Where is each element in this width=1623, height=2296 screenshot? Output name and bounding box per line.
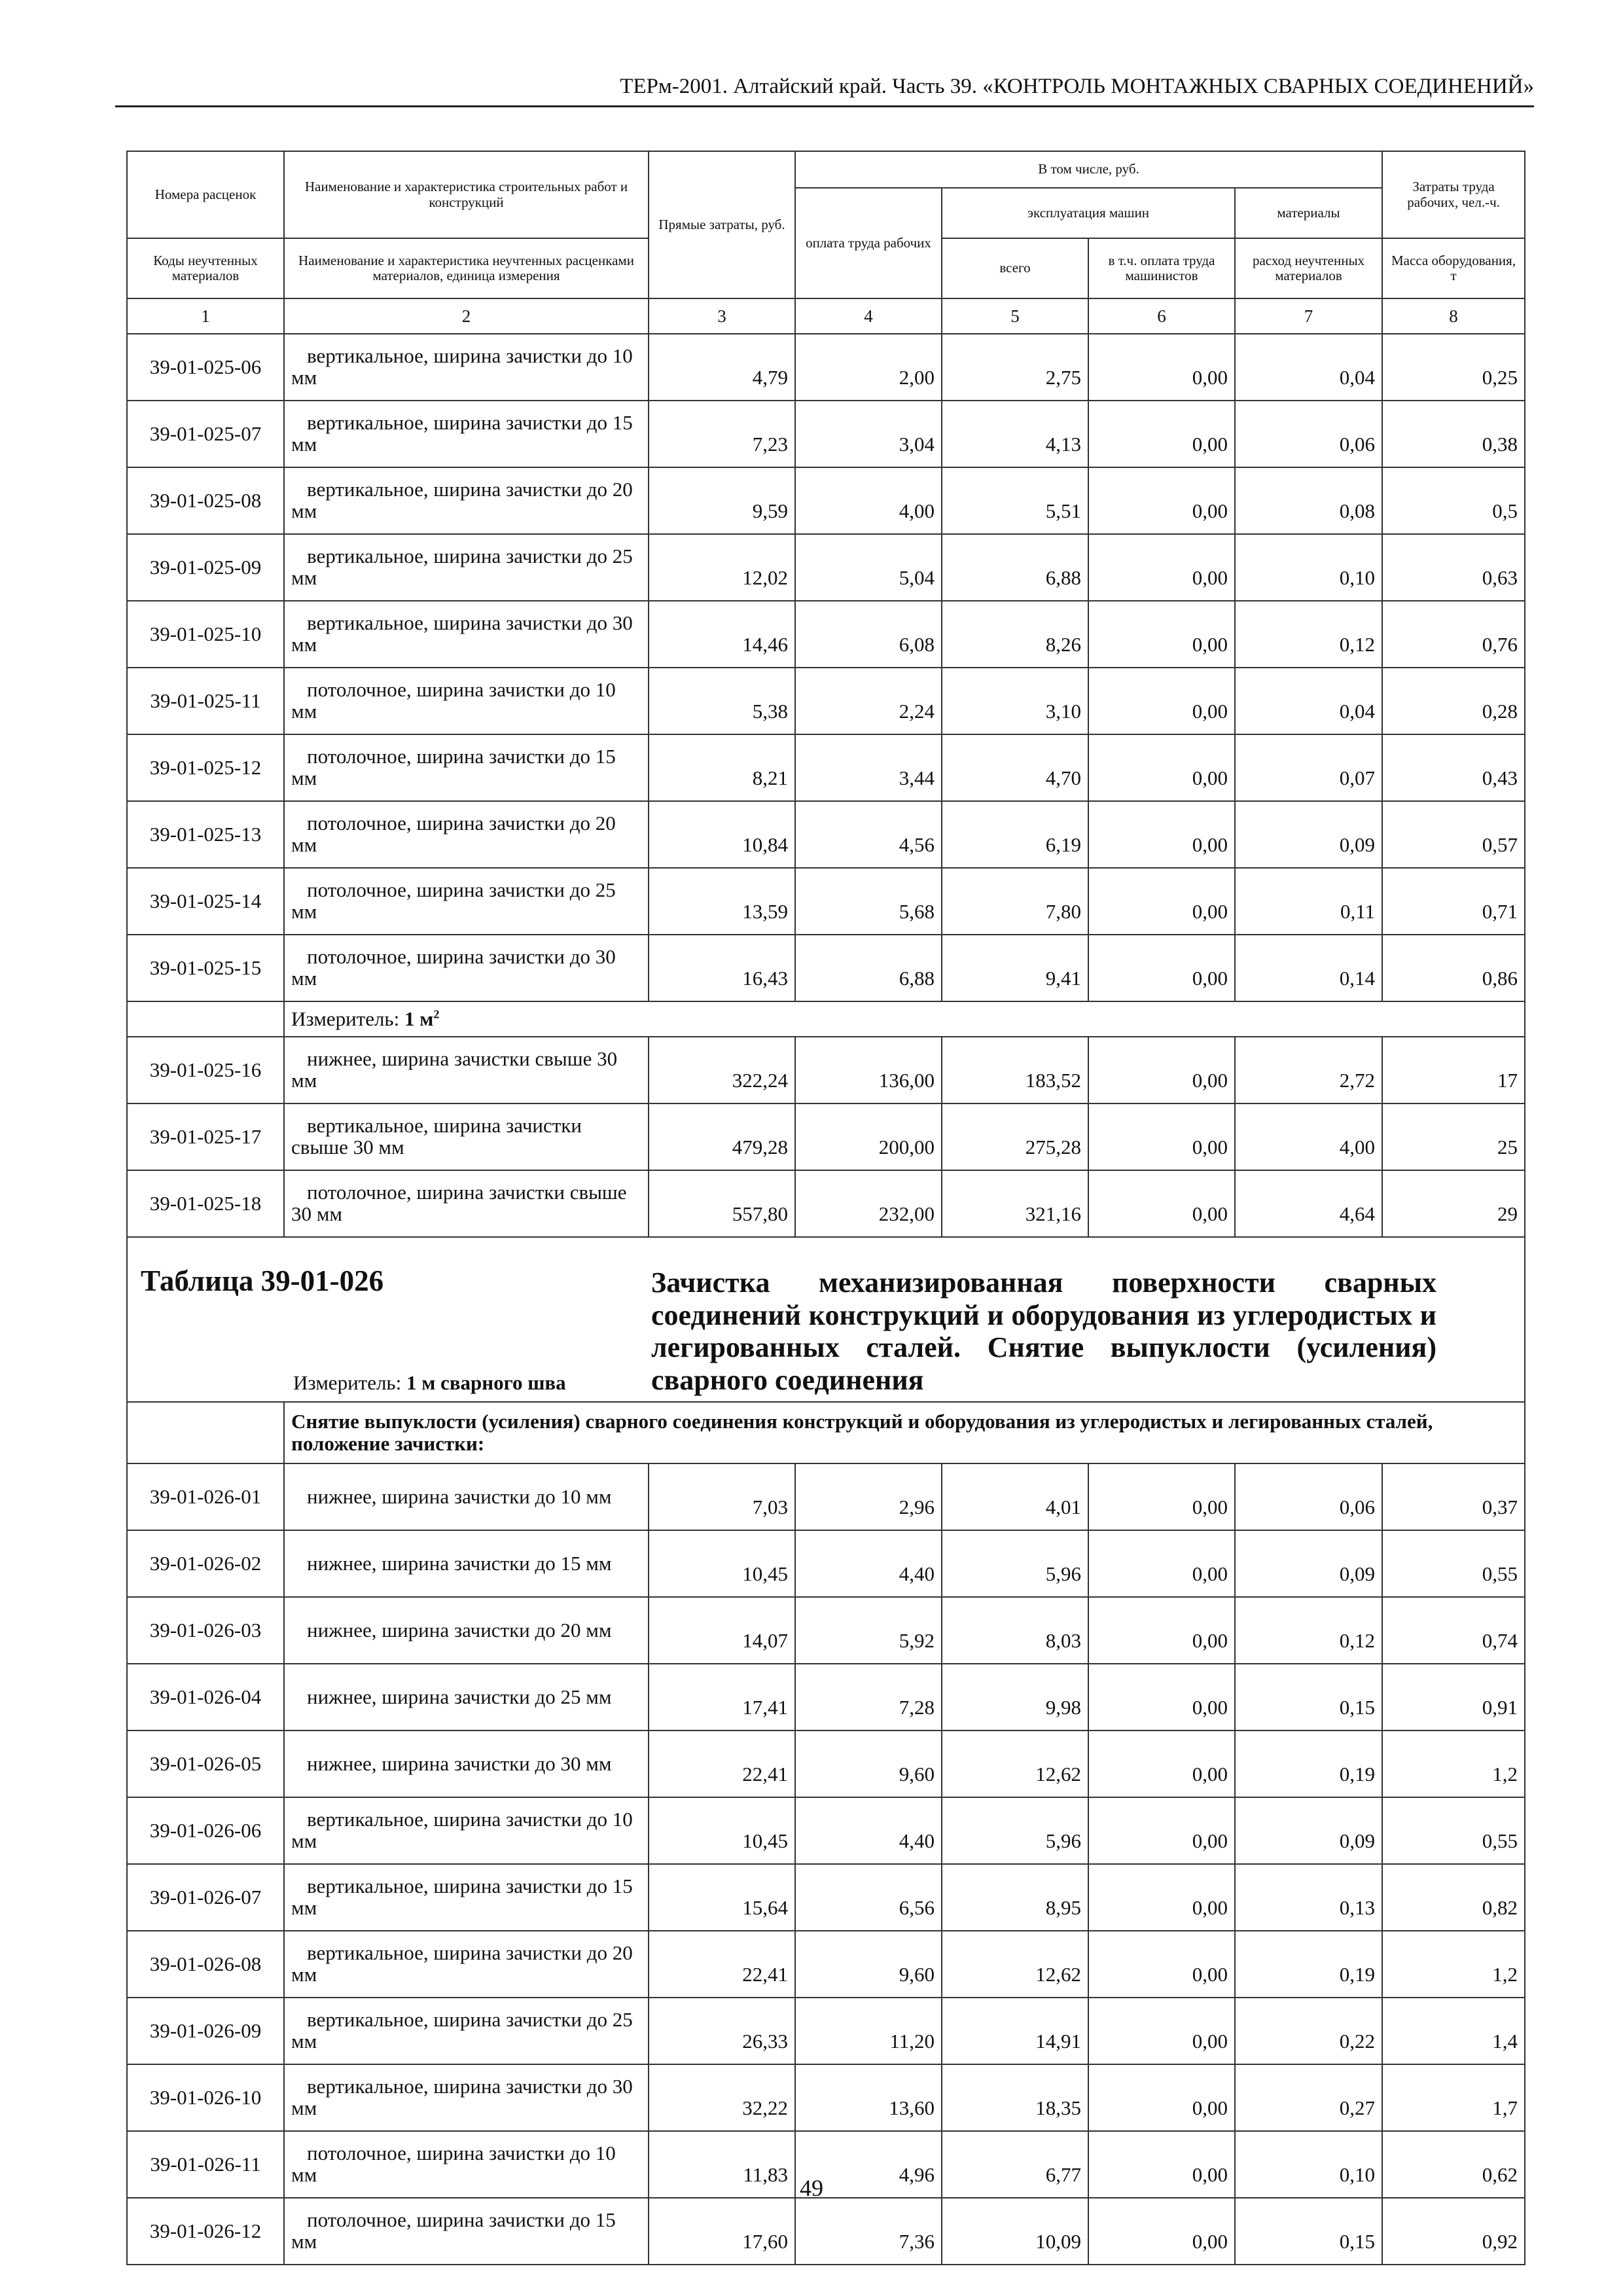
cost-value: 1,2 xyxy=(1382,1931,1525,1998)
work-description: вертикальное, ширина зачистки до 25 мм xyxy=(284,1998,649,2064)
cost-value: 0,11 xyxy=(1235,868,1382,935)
cost-value: 479,28 xyxy=(649,1103,795,1170)
rate-code: 39-01-025-10 xyxy=(127,601,284,668)
cost-value: 0,55 xyxy=(1382,1530,1525,1597)
cost-value: 0,25 xyxy=(1382,334,1525,401)
cost-value: 0,22 xyxy=(1235,1998,1382,2064)
cost-value: 2,75 xyxy=(942,334,1088,401)
cost-value: 13,59 xyxy=(649,868,795,935)
rate-code: 39-01-025-07 xyxy=(127,401,284,467)
cost-value: 6,08 xyxy=(795,601,942,668)
cost-value: 10,09 xyxy=(942,2198,1088,2265)
running-head: ТЕРм-2001. Алтайский край. Часть 39. «КОНТРОЛЬ МОНТАЖНЫХ СВАРНЫХ СОЕДИНЕНИЙ» xyxy=(620,75,1534,98)
cost-value: 0,00 xyxy=(1088,1103,1235,1170)
cost-value: 17,60 xyxy=(649,2198,795,2265)
cost-value: 7,03 xyxy=(649,1463,795,1530)
work-description: нижнее, ширина зачистки до 10 мм xyxy=(284,1463,649,1530)
rate-code: 39-01-025-13 xyxy=(127,801,284,868)
cost-value: 0,10 xyxy=(1235,534,1382,601)
cost-value: 14,07 xyxy=(649,1597,795,1664)
work-description: нижнее, ширина зачистки свыше 30 мм xyxy=(284,1037,649,1103)
table-row xyxy=(127,401,1525,467)
cost-value: 0,04 xyxy=(1235,334,1382,401)
cost-value: 2,00 xyxy=(795,334,942,401)
cost-value: 9,60 xyxy=(795,1731,942,1797)
cost-value: 0,19 xyxy=(1235,1731,1382,1797)
cost-value: 1,2 xyxy=(1382,1731,1525,1797)
cost-value: 3,10 xyxy=(942,668,1088,734)
header-labor: Затраты труда рабочих, чел.-ч. xyxy=(1382,151,1525,238)
cost-value: 4,79 xyxy=(649,334,795,401)
cost-value: 0,00 xyxy=(1088,2131,1235,2198)
cost-value: 5,51 xyxy=(942,467,1088,534)
cost-value: 5,38 xyxy=(649,668,795,734)
cost-value: 0,13 xyxy=(1235,1864,1382,1931)
cost-value: 0,91 xyxy=(1382,1664,1525,1731)
cost-value: 136,00 xyxy=(795,1037,942,1103)
cost-value: 10,84 xyxy=(649,801,795,868)
rate-code: 39-01-026-03 xyxy=(127,1597,284,1664)
cost-value: 17,41 xyxy=(649,1664,795,1731)
table-number: Таблица 39-01-026 xyxy=(141,1265,384,1297)
measure-unit: 1 м xyxy=(404,1007,434,1030)
rate-code: 39-01-025-14 xyxy=(127,868,284,935)
cost-value: 5,68 xyxy=(795,868,942,935)
table-row xyxy=(127,534,1525,601)
column-number: 5 xyxy=(942,298,1088,334)
cost-value: 2,24 xyxy=(795,668,942,734)
rate-code: 39-01-025-15 xyxy=(127,935,284,1001)
cost-value: 0,00 xyxy=(1088,2064,1235,2131)
measure-unit-power: 2 xyxy=(433,1007,440,1021)
header-direct-costs: Прямые затраты, руб. xyxy=(649,151,795,298)
rate-code: 39-01-025-17 xyxy=(127,1103,284,1170)
column-number: 8 xyxy=(1382,298,1525,334)
header-equipment-mass: Масса оборудования, т xyxy=(1382,238,1525,298)
cost-value: 9,41 xyxy=(942,935,1088,1001)
work-description: вертикальное, ширина зачистки до 30 мм xyxy=(284,2064,649,2131)
rate-code: 39-01-025-09 xyxy=(127,534,284,601)
cost-value: 9,59 xyxy=(649,467,795,534)
cost-value: 3,04 xyxy=(795,401,942,467)
work-description: нижнее, ширина зачистки до 15 мм xyxy=(284,1530,649,1597)
column-number-row xyxy=(127,298,1525,334)
rate-code: 39-01-026-01 xyxy=(127,1463,284,1530)
cost-value: 0,57 xyxy=(1382,801,1525,868)
measure-row xyxy=(127,1001,1525,1037)
cost-value: 6,77 xyxy=(942,2131,1088,2198)
table-row xyxy=(127,868,1525,935)
cost-value: 25 xyxy=(1382,1103,1525,1170)
cost-value: 0,12 xyxy=(1235,1597,1382,1664)
table-row xyxy=(127,1931,1525,1998)
rate-code: 39-01-026-09 xyxy=(127,1998,284,2064)
work-description: нижнее, ширина зачистки до 25 мм xyxy=(284,1664,649,1731)
cost-value: 0,00 xyxy=(1088,1797,1235,1864)
rate-code: 39-01-025-18 xyxy=(127,1170,284,1237)
rate-code: 39-01-026-06 xyxy=(127,1797,284,1864)
work-description: вертикальное, ширина зачистки до 25 мм xyxy=(284,534,649,601)
cost-value: 0,00 xyxy=(1088,334,1235,401)
cost-value: 0,00 xyxy=(1088,1864,1235,1931)
page-number: 49 xyxy=(800,2175,823,2201)
work-description: потолочное, ширина зачистки до 15 мм xyxy=(284,734,649,801)
cost-value: 12,62 xyxy=(942,1731,1088,1797)
cost-value: 7,23 xyxy=(649,401,795,467)
cost-value: 11,83 xyxy=(649,2131,795,2198)
cost-value: 0,55 xyxy=(1382,1797,1525,1864)
cost-value: 10,45 xyxy=(649,1797,795,1864)
header-work-name: Наименование и характеристика строительных работ и конструкций xyxy=(284,151,649,238)
rate-code: 39-01-026-02 xyxy=(127,1530,284,1597)
cost-value: 8,26 xyxy=(942,601,1088,668)
cost-value: 0,07 xyxy=(1235,734,1382,801)
cost-value: 9,98 xyxy=(942,1664,1088,1731)
cost-value: 5,04 xyxy=(795,534,942,601)
cost-value: 32,22 xyxy=(649,2064,795,2131)
rate-code: 39-01-025-11 xyxy=(127,668,284,734)
cost-value: 4,01 xyxy=(942,1463,1088,1530)
work-description: потолочное, ширина зачистки до 10 мм xyxy=(284,2131,649,2198)
cost-value: 0,63 xyxy=(1382,534,1525,601)
header-material-name: Наименование и характеристика неучтенных расценками материалов, единица измерения xyxy=(284,238,649,298)
cost-value: 0,37 xyxy=(1382,1463,1525,1530)
table-row xyxy=(127,1103,1525,1170)
table-measure: Измеритель: 1 м сварного шва xyxy=(293,1371,566,1394)
cost-value: 0,09 xyxy=(1235,1530,1382,1597)
cost-value: 7,80 xyxy=(942,868,1088,935)
cost-value: 0,00 xyxy=(1088,2198,1235,2265)
table-title-row xyxy=(127,1237,1525,1402)
cost-value: 4,64 xyxy=(1235,1170,1382,1237)
table-row xyxy=(127,668,1525,734)
cost-value: 0,5 xyxy=(1382,467,1525,534)
cost-value: 0,92 xyxy=(1382,2198,1525,2265)
cost-value: 10,45 xyxy=(649,1530,795,1597)
rate-code: 39-01-026-11 xyxy=(127,2131,284,2198)
rate-code: 39-01-025-08 xyxy=(127,467,284,534)
work-description: потолочное, ширина зачистки до 30 мм xyxy=(284,935,649,1001)
table-row xyxy=(127,2198,1525,2265)
cost-value: 12,02 xyxy=(649,534,795,601)
table-row xyxy=(127,1530,1525,1597)
work-description: вертикальное, ширина зачистки до 20 мм xyxy=(284,467,649,534)
cost-value: 16,43 xyxy=(649,935,795,1001)
cost-value: 4,00 xyxy=(795,467,942,534)
cost-value: 4,56 xyxy=(795,801,942,868)
header-machinists-wage: в т.ч. оплата труда машинистов xyxy=(1088,238,1235,298)
cost-value: 0,00 xyxy=(1088,668,1235,734)
cost-value: 6,88 xyxy=(942,534,1088,601)
cost-value: 0,00 xyxy=(1088,935,1235,1001)
cost-value: 0,06 xyxy=(1235,1463,1382,1530)
table-row xyxy=(127,601,1525,668)
cost-value: 322,24 xyxy=(649,1037,795,1103)
table-row xyxy=(127,1597,1525,1664)
cost-value: 8,21 xyxy=(649,734,795,801)
work-description: потолочное, ширина зачистки свыше 30 мм xyxy=(284,1170,649,1237)
table-row xyxy=(127,1170,1525,1237)
section-heading-row xyxy=(127,1402,1525,1463)
table-row xyxy=(127,1731,1525,1797)
cost-value: 17 xyxy=(1382,1037,1525,1103)
column-number: 6 xyxy=(1088,298,1235,334)
section-heading: Снятие выпуклости (усиления) сварного соединения конструкций и оборудования из углеродистых и легированных сталей, положение зачистки: xyxy=(284,1402,1525,1463)
cost-value: 0,00 xyxy=(1088,1597,1235,1664)
cost-value: 0,08 xyxy=(1235,467,1382,534)
cost-value: 0,00 xyxy=(1088,1731,1235,1797)
cost-value: 0,00 xyxy=(1088,467,1235,534)
cost-value: 15,64 xyxy=(649,1864,795,1931)
measure-label: Измеритель: xyxy=(291,1007,404,1030)
cost-value: 0,00 xyxy=(1088,1931,1235,1998)
cost-value: 0,28 xyxy=(1382,668,1525,734)
cost-value: 9,60 xyxy=(795,1931,942,1998)
cost-value: 22,41 xyxy=(649,1731,795,1797)
cost-value: 13,60 xyxy=(795,2064,942,2131)
cost-value: 0,00 xyxy=(1088,601,1235,668)
header-including: В том числе, руб. xyxy=(795,151,1382,188)
rate-code: 39-01-025-12 xyxy=(127,734,284,801)
cost-value: 0,00 xyxy=(1088,401,1235,467)
work-description: вертикальное, ширина зачистки до 15 мм xyxy=(284,401,649,467)
cost-value: 0,27 xyxy=(1235,2064,1382,2131)
cost-value: 0,15 xyxy=(1235,2198,1382,2265)
cost-value: 1,4 xyxy=(1382,1998,1525,2064)
cost-value: 557,80 xyxy=(649,1170,795,1237)
cost-value: 0,00 xyxy=(1088,1998,1235,2064)
header-materials-spend: расход неучтенных материалов xyxy=(1235,238,1382,298)
cost-value: 5,96 xyxy=(942,1797,1088,1864)
cost-value: 4,00 xyxy=(1235,1103,1382,1170)
cost-value: 5,96 xyxy=(942,1530,1088,1597)
cost-value: 0,00 xyxy=(1088,734,1235,801)
cost-value: 0,00 xyxy=(1088,868,1235,935)
rate-code: 39-01-025-16 xyxy=(127,1037,284,1103)
work-description: нижнее, ширина зачистки до 20 мм xyxy=(284,1597,649,1664)
rate-code: 39-01-026-12 xyxy=(127,2198,284,2265)
cost-value: 14,91 xyxy=(942,1998,1088,2064)
rate-code: 39-01-026-08 xyxy=(127,1931,284,1998)
cost-value: 0,00 xyxy=(1088,1170,1235,1237)
rate-code: 39-01-026-04 xyxy=(127,1664,284,1731)
table-row xyxy=(127,935,1525,1001)
cost-value: 0,00 xyxy=(1088,534,1235,601)
work-description: потолочное, ширина зачистки до 10 мм xyxy=(284,668,649,734)
cost-value: 0,06 xyxy=(1235,401,1382,467)
cost-value: 0,10 xyxy=(1235,2131,1382,2198)
cost-value: 0,00 xyxy=(1088,1463,1235,1530)
work-description: вертикальное, ширина зачистки свыше 30 мм xyxy=(284,1103,649,1170)
cost-value: 0,00 xyxy=(1088,1530,1235,1597)
cost-value: 0,76 xyxy=(1382,601,1525,668)
cost-value: 11,20 xyxy=(795,1998,942,2064)
cost-value: 183,52 xyxy=(942,1037,1088,1103)
work-description: потолочное, ширина зачистки до 25 мм xyxy=(284,868,649,935)
cost-value: 0,00 xyxy=(1088,1664,1235,1731)
column-number: 4 xyxy=(795,298,942,334)
cost-value: 8,95 xyxy=(942,1864,1088,1931)
header-machines: эксплуатация машин xyxy=(942,188,1235,238)
work-description: потолочное, ширина зачистки до 20 мм xyxy=(284,801,649,868)
cost-value: 4,96 xyxy=(795,2131,942,2198)
table-row xyxy=(127,1463,1525,1530)
work-description: вертикальное, ширина зачистки до 10 мм xyxy=(284,1797,649,1864)
cost-value: 0,00 xyxy=(1088,1037,1235,1103)
cost-value: 0,14 xyxy=(1235,935,1382,1001)
table-row xyxy=(127,1037,1525,1103)
cost-value: 4,40 xyxy=(795,1530,942,1597)
cost-value: 2,96 xyxy=(795,1463,942,1530)
cost-value: 200,00 xyxy=(795,1103,942,1170)
cost-value: 0,00 xyxy=(1088,801,1235,868)
cost-value: 7,36 xyxy=(795,2198,942,2265)
table-title: Зачистка механизированная поверхности сварных соединений конструкций и оборудования из углеродистых и легированных сталей. Снятие выпуклости (усиления) сварного соединения xyxy=(651,1266,1436,1397)
work-description: вертикальное, ширина зачистки до 30 мм xyxy=(284,601,649,668)
work-description: вертикальное, ширина зачистки до 10 мм xyxy=(284,334,649,401)
header-rule xyxy=(115,105,1534,107)
cost-value: 3,44 xyxy=(795,734,942,801)
work-description: потолочное, ширина зачистки до 15 мм xyxy=(284,2198,649,2265)
work-description: вертикальное, ширина зачистки до 15 мм xyxy=(284,1864,649,1931)
cost-value: 4,13 xyxy=(942,401,1088,467)
cost-value: 0,15 xyxy=(1235,1664,1382,1731)
cost-value: 0,71 xyxy=(1382,868,1525,935)
cost-value: 14,46 xyxy=(649,601,795,668)
rate-code: 39-01-026-05 xyxy=(127,1731,284,1797)
header-wage: оплата труда рабочих xyxy=(795,188,942,298)
rate-code: 39-01-026-10 xyxy=(127,2064,284,2131)
table-row xyxy=(127,2064,1525,2131)
cost-value: 0,19 xyxy=(1235,1931,1382,1998)
header-material-codes: Коды неучтенных материалов xyxy=(127,238,284,298)
cost-value: 6,56 xyxy=(795,1864,942,1931)
cost-value: 26,33 xyxy=(649,1998,795,2064)
header-rate-numbers: Номера расценок xyxy=(127,151,284,238)
table-row xyxy=(127,1664,1525,1731)
cost-value: 0,43 xyxy=(1382,734,1525,801)
table-row xyxy=(127,1998,1525,2064)
rates-table xyxy=(126,151,1525,2265)
header-materials: материалы xyxy=(1235,188,1382,238)
cost-value: 0,09 xyxy=(1235,1797,1382,1864)
cost-value: 275,28 xyxy=(942,1103,1088,1170)
table-row xyxy=(127,801,1525,868)
cost-value: 0,74 xyxy=(1382,1597,1525,1664)
column-number: 3 xyxy=(649,298,795,334)
table-row xyxy=(127,334,1525,401)
cost-value: 6,19 xyxy=(942,801,1088,868)
table-row xyxy=(127,467,1525,534)
column-number: 1 xyxy=(127,298,284,334)
column-number: 2 xyxy=(284,298,649,334)
cost-value: 0,86 xyxy=(1382,935,1525,1001)
rate-code: 39-01-025-06 xyxy=(127,334,284,401)
cost-value: 4,40 xyxy=(795,1797,942,1864)
cost-value: 1,7 xyxy=(1382,2064,1525,2131)
work-description: вертикальное, ширина зачистки до 20 мм xyxy=(284,1931,649,1998)
cost-value: 7,28 xyxy=(795,1664,942,1731)
cost-value: 0,09 xyxy=(1235,801,1382,868)
header-machines-total: всего xyxy=(942,238,1088,298)
cost-value: 0,04 xyxy=(1235,668,1382,734)
cost-value: 0,62 xyxy=(1382,2131,1525,2198)
cost-value: 232,00 xyxy=(795,1170,942,1237)
table-row xyxy=(127,1864,1525,1931)
cost-value: 0,38 xyxy=(1382,401,1525,467)
cost-value: 18,35 xyxy=(942,2064,1088,2131)
work-description: нижнее, ширина зачистки до 30 мм xyxy=(284,1731,649,1797)
cost-value: 2,72 xyxy=(1235,1037,1382,1103)
table-row xyxy=(127,734,1525,801)
cost-value: 12,62 xyxy=(942,1931,1088,1998)
cost-value: 22,41 xyxy=(649,1931,795,1998)
cost-value: 6,88 xyxy=(795,935,942,1001)
cost-value: 4,70 xyxy=(942,734,1088,801)
table-row xyxy=(127,1797,1525,1864)
cost-value: 5,92 xyxy=(795,1597,942,1664)
rate-code: 39-01-026-07 xyxy=(127,1864,284,1931)
cost-value: 321,16 xyxy=(942,1170,1088,1237)
cost-value: 0,12 xyxy=(1235,601,1382,668)
cost-value: 0,82 xyxy=(1382,1864,1525,1931)
cost-value: 29 xyxy=(1382,1170,1525,1237)
cost-value: 8,03 xyxy=(942,1597,1088,1664)
column-number: 7 xyxy=(1235,298,1382,334)
